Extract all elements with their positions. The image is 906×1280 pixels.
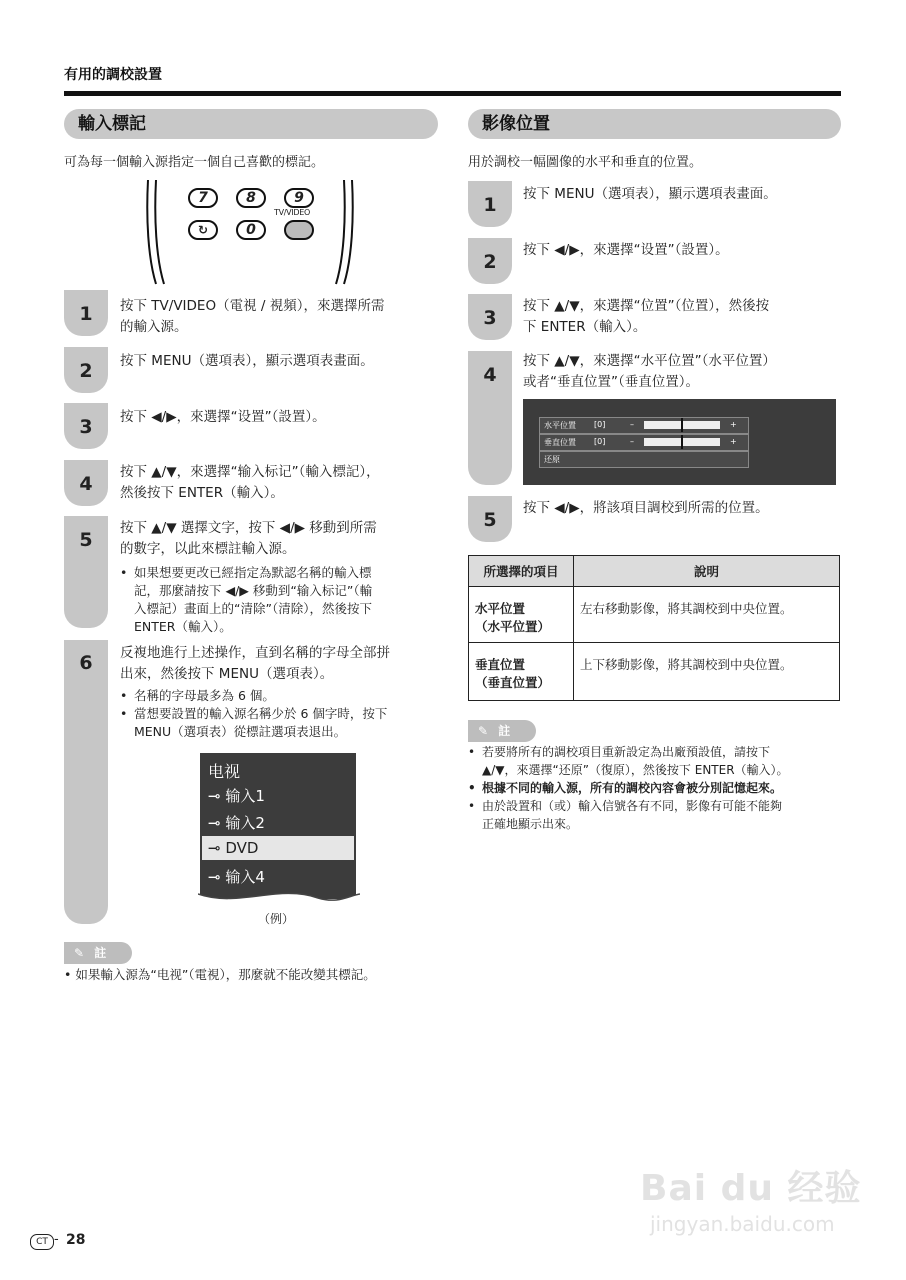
pencil-icon: ✎: [74, 946, 85, 960]
position-row-horizontal[interactable]: [539, 417, 749, 434]
table-header: 所選擇的項目: [469, 556, 574, 587]
key-9[interactable]: 9: [284, 188, 314, 208]
step-line: 按下 TV/VIDEO（電視 / 視頻），來選擇所需: [120, 298, 385, 314]
step-line: 按下 ▲/▼ 選擇文字，按下 ◀/▶ 移動到所需: [120, 520, 377, 536]
key-8[interactable]: 8: [236, 188, 266, 208]
step-5-text: [120, 518, 440, 560]
step-3-text: [120, 407, 440, 428]
input-plug-icon: ⊸: [208, 787, 221, 805]
bullet-line: 當想要設置的輸入源名稱少於 6 個字時，按下: [134, 706, 388, 721]
item-line: （水平位置）: [475, 619, 551, 634]
step-line: 反複地進行上述操作，直到名稱的字母全部拼: [120, 645, 390, 661]
step-line: 按下 ▲/▼，來選擇“位置”（位置），然後按: [523, 298, 770, 314]
step-5-text: [523, 498, 843, 519]
key-7[interactable]: 7: [188, 188, 218, 208]
watermark-brand: Bai du 经验: [640, 1168, 862, 1209]
note-line: ▲/▼，來選擇“还原”（復原），然後按下 ENTER（輸入）。: [482, 763, 789, 777]
note-item: [468, 797, 844, 833]
note-label: 註: [94, 946, 107, 960]
bullet-icon: •: [120, 706, 128, 721]
input-plug-icon: ⊸: [208, 814, 221, 832]
step-number: 1: [483, 194, 497, 216]
row-label: 垂直位置: [544, 438, 576, 447]
note-badge: [468, 720, 536, 742]
menu-title: 电视: [208, 762, 241, 781]
row-plus: +: [730, 420, 737, 429]
step-line: 按下 ◀/▶，將該項目調校到所需的位置。: [523, 500, 769, 516]
step-number: 5: [79, 529, 93, 551]
left-section-title: 輸入標記: [64, 109, 438, 139]
table-cell-item: [469, 587, 574, 643]
step-5-bullet: [120, 564, 440, 636]
note-label: 註: [498, 724, 511, 738]
bullet-line: 記，那麼請按下 ◀/▶ 移動到“输入标记”（輸: [134, 583, 373, 598]
page-header-title: 有用的調校設置: [64, 67, 162, 83]
slider-thumb[interactable]: [681, 435, 683, 449]
menu-item-label: 输入2: [225, 814, 265, 832]
table-header: 說明: [574, 556, 840, 587]
step-line: 然後按下 ENTER（輸入）。: [120, 485, 284, 501]
row-value: [0]: [594, 420, 606, 429]
menu-item-selected[interactable]: [202, 836, 354, 860]
position-slider[interactable]: [644, 421, 720, 429]
step-2-text: [120, 351, 440, 372]
key-0[interactable]: 0: [236, 220, 266, 240]
bullet-line: 名稱的字母最多為 6 個。: [134, 688, 275, 703]
row-minus: –: [630, 420, 634, 429]
step-line: 的輸入源。: [120, 319, 188, 335]
tv-video-label: TV/VIDEO: [274, 208, 310, 217]
bullet-icon: •: [468, 799, 476, 813]
note-line: 根據不同的輸入源，所有的調校內容會被分別記憶起來。: [482, 781, 783, 795]
footer-dash: -: [54, 1232, 59, 1247]
step-6-bullet-1: [120, 687, 440, 705]
reset-label: 还原: [544, 455, 560, 464]
note-text: 如果輸入源為“电视”（電視），那麼就不能改變其標記。: [75, 967, 376, 982]
item-line: （垂直位置）: [475, 675, 551, 690]
right-notes: [468, 743, 844, 833]
step-bar-6: [64, 640, 108, 924]
step-number: 5: [483, 509, 497, 531]
step-number: 3: [483, 307, 497, 329]
step-line: 按下 MENU（選項表），顯示選項表畫面。: [523, 186, 777, 202]
bullet-icon: •: [468, 745, 476, 759]
step-number: 2: [79, 360, 93, 382]
tv-video-button[interactable]: [284, 220, 314, 240]
header-rule: [64, 91, 841, 96]
step-line: 按下 MENU（選項表），顯示選項表畫面。: [120, 353, 374, 369]
menu-item-label: 输入1: [225, 787, 265, 805]
menu-item[interactable]: [208, 812, 265, 833]
position-reset[interactable]: [539, 451, 749, 468]
remote-illustration: [140, 178, 360, 286]
step-line: 或者“垂直位置”（垂直位置）。: [523, 374, 699, 390]
input-plug-icon: ⊸: [208, 839, 221, 857]
position-screen: [523, 399, 836, 485]
table-row: [469, 643, 840, 701]
bullet-icon: •: [120, 688, 128, 703]
step-4-text: [120, 462, 440, 504]
bullet-icon: •: [64, 967, 72, 982]
menu-item-label: 输入4: [225, 868, 265, 886]
item-line: 垂直位置: [475, 657, 526, 672]
input-plug-icon: ⊸: [208, 868, 221, 886]
note-line: 正確地顯示出來。: [482, 817, 579, 831]
left-note: [64, 966, 444, 984]
table-cell-item: [469, 643, 574, 701]
menu-item-label: DVD: [225, 839, 259, 857]
flashback-icon: ↻: [197, 223, 209, 237]
left-intro: 可為每一個輸入源指定一個自己喜歡的標記。: [64, 155, 325, 170]
step-line: 按下 ◀/▶，來選擇“设置”（設置）。: [523, 242, 729, 258]
step-1-text: [120, 296, 440, 338]
bullet-line: ENTER（輸入）。: [134, 619, 232, 634]
step-line: 的數字，以此來標註輸入源。: [120, 541, 296, 557]
bullet-line: 如果想要更改已經指定為默認名稱的輸入標: [134, 565, 372, 580]
key-flashback[interactable]: [188, 220, 218, 240]
bullet-line: MENU（選項表）從標註選項表退出。: [134, 724, 347, 739]
page-number: 28: [66, 1232, 86, 1248]
menu-item[interactable]: [208, 785, 265, 806]
slider-thumb[interactable]: [681, 418, 683, 432]
row-minus: –: [630, 437, 634, 446]
step-number: 1: [79, 303, 93, 325]
step-6-text: [120, 643, 440, 685]
step-line: 出來，然後按下 MENU（選項表）。: [120, 666, 334, 682]
table-header-row: [469, 556, 840, 587]
bullet-icon: •: [120, 565, 128, 580]
item-line: 水平位置: [475, 601, 526, 616]
pencil-icon: ✎: [478, 724, 489, 738]
step-line: 下 ENTER（輸入）。: [523, 319, 647, 335]
note-line: 由於設置和（或）輸入信號各有不同，影像有可能不能夠: [482, 799, 783, 813]
note-item: [468, 743, 844, 779]
step-1-text: [523, 184, 843, 205]
row-value: [0]: [594, 437, 606, 446]
step-4-text: [523, 351, 843, 393]
row-label: 水平位置: [544, 421, 576, 430]
table-row: [469, 587, 840, 643]
label-menu-example: [200, 753, 356, 899]
step-3-text: [523, 296, 843, 338]
row-plus: +: [730, 437, 737, 446]
language-badge: CT: [30, 1234, 54, 1250]
description-table: [468, 555, 840, 701]
note-line: 若要將所有的調校項目重新設定為出廠預設值，請按下: [482, 745, 771, 759]
position-row-vertical[interactable]: [539, 434, 749, 451]
bullet-icon: •: [468, 781, 476, 795]
torn-edge-icon: [198, 884, 360, 910]
step-line: 按下 ◀/▶，來選擇“设置”（設置）。: [120, 409, 326, 425]
note-badge: [64, 942, 132, 964]
table-cell-desc: 上下移動影像，將其調校到中央位置。: [574, 643, 840, 701]
example-caption: （例）: [258, 912, 295, 926]
table-cell-desc: 左右移動影像，將其調校到中央位置。: [574, 587, 840, 643]
right-intro: 用於調校一幅圖像的水平和垂直的位置。: [468, 155, 703, 170]
note-item: [468, 779, 844, 797]
bullet-line: 入標記）畫面上的“清除”（清除），然後按下: [134, 601, 372, 616]
step-line: 按下 ▲/▼，來選擇“输入标记”（輸入標記），: [120, 464, 380, 480]
step-6-bullet-2: [120, 705, 440, 741]
step-2-text: [523, 240, 843, 261]
right-section-title: 影像位置: [468, 109, 841, 139]
step-number: 3: [79, 416, 93, 438]
watermark-url: jingyan.baidu.com: [650, 1212, 835, 1236]
step-number: 4: [483, 364, 497, 386]
step-number: 4: [79, 473, 93, 495]
position-slider[interactable]: [644, 438, 720, 446]
step-number: 6: [79, 652, 93, 674]
step-line: 按下 ▲/▼，來選擇“水平位置”（水平位置）: [523, 353, 776, 369]
step-number: 2: [483, 251, 497, 273]
